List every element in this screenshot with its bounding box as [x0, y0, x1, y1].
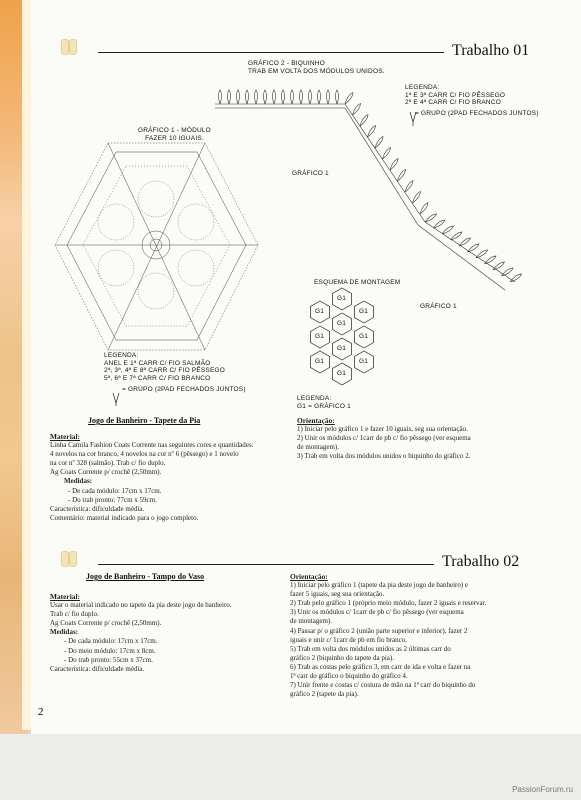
comentario-line: Comentário: material indicado para o jogo completo.: [50, 513, 199, 522]
material-line: Ag Coats Corrente p/ crochê (2,50mm).: [50, 619, 162, 628]
caption-line: FAZER 10 IGUAIS.: [145, 134, 204, 142]
hex-label: G1: [359, 333, 369, 340]
page-number: 2: [38, 706, 44, 718]
material-line: Usar o material indicado no tapete da pia deste jogo de banheiro.: [50, 601, 232, 610]
trabalho-02-title: Trabalho 02: [442, 553, 520, 570]
orientacao-line: 7) Unir frente e costas c/ costura de mão na 1ª carr do biquinho do: [290, 681, 476, 690]
legend-line: ANEL E 1ª CARR C/ FIO SALMÃO: [104, 359, 211, 367]
medidas-line: - De cada módulo: 17cm x 17cm.: [64, 637, 158, 646]
legend-line: 2ª, 3ª, 4ª E 8ª CARR C/ FIO PÊSSEGO: [104, 367, 226, 374]
caracteristica-line: Característica: dificuldade média.: [50, 504, 145, 513]
picot-marks: [219, 90, 523, 283]
magazine-logo-icon: [60, 550, 78, 566]
medidas-line: - Do trab pronto: 55cm x 37cm.: [64, 655, 153, 664]
orientacao-block-1: [297, 416, 547, 461]
orientacao-block-2: [290, 572, 540, 699]
orientacao-line: de montagem).: [290, 617, 332, 626]
orientacao-line: 3) Trab em volta dos módulos unidos o biquinho do gráfico 2.: [297, 452, 471, 461]
hex-label: G1: [337, 320, 347, 327]
hex-label: G1: [337, 295, 347, 302]
orientacao-line: 3) Unir os módulos c/ 1carr de pb c/ fio pêssego (ver esquema: [290, 608, 464, 617]
hex-label: G1: [315, 308, 325, 315]
material-line: 4 novelos na cor branco, 4 novelos na cor nº 6 (pêssego) e 1 novelo: [50, 450, 239, 459]
orientacao-line: 1ª carr do gráfico o biquinho do gráfico 4.: [290, 672, 408, 681]
legend-line: = GRUPO (2PAD FECHADOS JUNTOS): [415, 109, 539, 117]
material-line: Linha Camila Fashion Coats Corrente nas seguintes cores e quantidades:: [50, 441, 254, 450]
orientacao-line: 5) Trab em volta dos módulos unidos as 2 últimas carr do: [290, 644, 451, 653]
orientacao-line: 1) Iniciar pelo gráfico 1 (tapete da pia deste jogo de banheiro) e: [290, 581, 469, 590]
orientacao-heading: Orientação:: [297, 416, 335, 425]
hex-label: G1: [315, 358, 325, 365]
section-title-tapete: Jogo de Banheiro - Tapete da Pia: [88, 416, 201, 425]
hex-label: G1: [337, 370, 347, 377]
hexagon-module-chart: [55, 143, 258, 350]
material-heading: Material:: [50, 592, 80, 601]
legend-line: LEGENDA:: [297, 395, 332, 402]
orientacao-line: iguais e unir c/ 1carr de pb em fio branco.: [290, 635, 408, 644]
header-rule: [98, 564, 434, 565]
grafico1-label-2: GRÁFICO 1: [420, 303, 457, 310]
section-title-tampo: Jogo de Banheiro - Tampo do Vaso: [86, 572, 205, 581]
legend-line: LEGENDA:: [104, 352, 139, 359]
hex-label: G1: [359, 358, 369, 365]
esquema-title: ESQUEMA DE MONTAGEM: [314, 279, 401, 286]
orientacao-line: gráfico 2 (tapete da pia).: [290, 690, 359, 699]
biquinho-edging: [215, 104, 515, 290]
legend-line: G1 = GRÁFICO 1: [297, 402, 351, 410]
orientacao-line: 6) Trab as costas pelo gráfico 3, em carr de ida e volta e fazer na: [290, 662, 471, 671]
medidas-heading: Medidas:: [64, 477, 92, 486]
legend-line: 2ª E 4ª CARR C/ FIO BRANCO: [405, 99, 501, 106]
caption-line: GRÁFICO 2 - BIQUINHO: [248, 60, 325, 67]
medidas-line: - Do meio módulo: 17cm x 8cm.: [64, 646, 156, 655]
legend-line: 5ª, 6ª E 7ª CARR C/ FIO BRANCO: [104, 374, 211, 382]
hex-label: G1: [359, 308, 369, 315]
orientacao-line: 4) Passar p/ o gráfico 2 (união parte superior e inferior), fazer 2: [290, 626, 468, 635]
orientacao-line: 1) Iniciar pelo gráfico 1 e fazer 10 iguais, seg sua orientação.: [297, 425, 468, 434]
orientacao-heading: Orientação:: [290, 572, 328, 581]
medidas-heading: Medidas:: [50, 628, 78, 637]
hex-label: G1: [315, 333, 325, 340]
medidas-line: - Do trab pronto: 77cm x 59cm.: [68, 495, 157, 504]
orientacao-line: 2) Unir os módulos c/ 1carr de pb c/ fio pêssego (ver esquema: [297, 434, 471, 443]
orientacao-line: 2) Trab pelo gráfico 1 (próprio meio módulo, fazer 2 iguais e reservar.: [290, 599, 487, 608]
esquema-legend: [297, 395, 351, 410]
caracteristica-line: Característica: dificuldade média.: [50, 664, 145, 673]
grafico1-label: GRÁFICO 1: [292, 170, 329, 177]
material-heading: Material:: [50, 432, 80, 441]
legend-left: [104, 352, 246, 394]
orientacao-line: gráfico 2 (biquinho do tapete da pia).: [290, 653, 394, 662]
legend-line: = GRUPO (2PAD FECHADOS JUNTOS): [122, 386, 246, 393]
material-line: na cor nº 328 (salmão). Trab c/ fio duplo.: [50, 459, 166, 468]
material-block-1: [50, 432, 300, 523]
medidas-line: - De cada módulo: 17cm x 17cm.: [68, 486, 162, 495]
trabalho-01-title: Trabalho 01: [452, 42, 530, 59]
material-block-2: [50, 592, 290, 674]
caption-line: GRÁFICO 1 - MÓDULO: [138, 127, 211, 134]
material-line: Ag Coats Corrente p/ crochê (2,50mm).: [50, 468, 162, 477]
legend-line: 1ª E 3ª CARR C/ FIO PÊSSEGO: [405, 91, 506, 99]
caption-line: TRAB EM VOLTA DOS MÓDULOS UNIDOS.: [248, 67, 385, 75]
watermark: PassionForum.ru: [512, 785, 573, 794]
hex-label: G1: [337, 345, 347, 352]
material-line: Trab c/ fio duplo.: [50, 610, 99, 619]
orientacao-line: fazer 5 iguais, seg sua orientação.: [290, 590, 385, 599]
legend-line: LEGENDA:: [405, 84, 440, 91]
orientacao-line: de montagem).: [297, 443, 339, 452]
